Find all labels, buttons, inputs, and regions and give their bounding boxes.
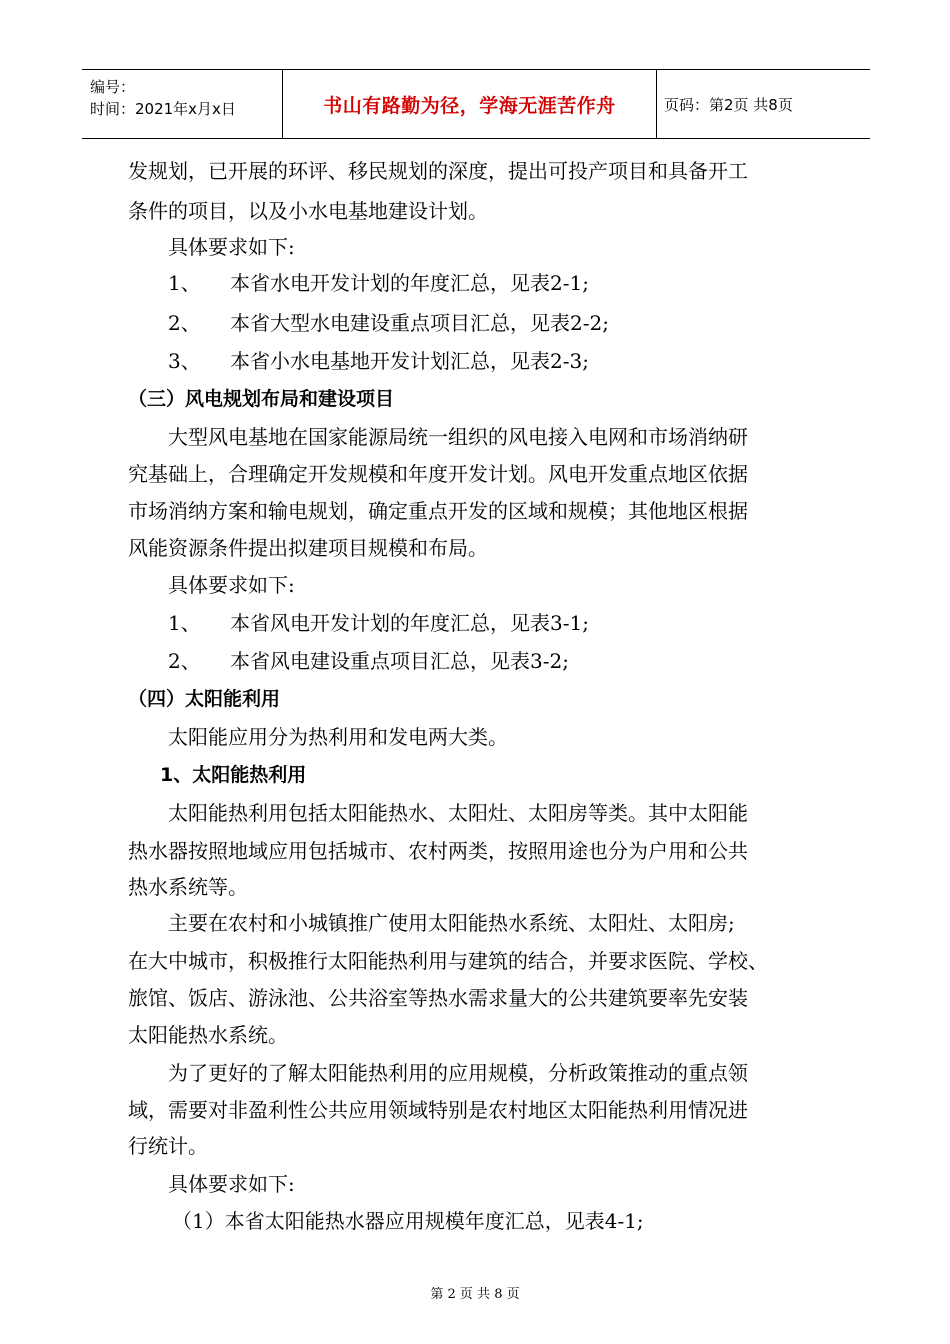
- list-item-text: 本省水电开发计划的年度汇总，见表2-1;: [230, 271, 589, 295]
- body-line: 太阳能应用分为热利用和发电两大类。: [168, 725, 508, 749]
- body-line: 热水系统等。: [128, 875, 248, 899]
- body-line: 在大中城市，积极推行太阳能热利用与建筑的结合，并要求医院、学校、: [128, 949, 768, 973]
- body-line: 大型风电基地在国家能源局统一组织的风电接入电网和市场消纳研: [168, 425, 748, 449]
- subsection-heading: 1、太阳能热利用: [160, 764, 307, 786]
- section-heading: （四）太阳能利用: [128, 688, 281, 710]
- list-item: [168, 348, 589, 374]
- body-line: 太阳能热水系统。: [128, 1023, 288, 1047]
- list-item-number: 1、: [168, 271, 201, 295]
- list-item-number: 2、: [168, 311, 201, 335]
- body-line: 究基础上，合理确定开发规模和年度开发计划。风电开发重点地区依据: [128, 462, 748, 486]
- list-item-number: 1、: [168, 611, 201, 635]
- list-item-text: 本省大型水电建设重点项目汇总，见表2-2;: [230, 311, 609, 335]
- body-line: 具体要求如下:: [168, 573, 295, 597]
- body-line: 太阳能热利用包括太阳能热水、太阳灶、太阳房等类。其中太阳能: [168, 801, 748, 825]
- document-header: [82, 69, 870, 139]
- body-line: 行统计。: [128, 1134, 208, 1158]
- time-label: 时间：2021年x月x日: [90, 100, 236, 118]
- list-item: [168, 610, 589, 636]
- body-line: 具体要求如下:: [168, 1172, 295, 1196]
- body-line: 热水器按照地域应用包括城市、农村两类，按照用途也分为户用和公共: [128, 839, 748, 863]
- body-line: （1）本省太阳能热水器应用规模年度汇总，见表4-1;: [172, 1209, 644, 1233]
- list-item: [168, 648, 569, 674]
- body-line: 旅馆、饭店、游泳池、公共浴室等热水需求量大的公共建筑要率先安装: [128, 986, 748, 1010]
- body-line: 发规划，已开展的环评、移民规划的深度，提出可投产项目和具备开工: [128, 159, 748, 183]
- number-label: 编号：: [90, 78, 136, 96]
- header-divider: [656, 70, 657, 138]
- body-line: 为了更好的了解太阳能热利用的应用规模，分析政策推动的重点领: [168, 1061, 748, 1085]
- body-line: 风能资源条件提出拟建项目规模和布局。: [128, 536, 488, 560]
- header-page-label: 页码：第2页 共8页: [664, 95, 793, 114]
- list-item-text: 本省小水电基地开发计划汇总，见表2-3;: [230, 349, 589, 373]
- list-item-text: 本省风电建设重点项目汇总，见表3-2;: [230, 649, 569, 673]
- list-item: [168, 310, 609, 336]
- page-footer: 第 2 页 共 8 页: [430, 1287, 520, 1302]
- header-meta-cell: [82, 70, 282, 138]
- body-line: 主要在农村和小城镇推广使用太阳能热水系统、太阳灶、太阳房;: [168, 911, 735, 935]
- list-item-number: 3、: [168, 349, 201, 373]
- list-item: [168, 270, 589, 296]
- body-line: 域，需要对非盈利性公共应用领域特别是农村地区太阳能热利用情况进: [128, 1098, 748, 1122]
- body-line: 市场消纳方案和输电规划，确定重点开发的区域和规模；其他地区根据: [128, 499, 748, 523]
- section-heading: （三）风电规划布局和建设项目: [128, 388, 395, 410]
- body-line: 具体要求如下:: [168, 235, 295, 259]
- list-item-text: 本省风电开发计划的年度汇总，见表3-1;: [230, 611, 589, 635]
- body-line: 条件的项目，以及小水电基地建设计划。: [128, 199, 488, 223]
- header-motto: 书山有路勤为径，学海无涯苦作舟: [323, 94, 616, 117]
- list-item-number: 2、: [168, 649, 201, 673]
